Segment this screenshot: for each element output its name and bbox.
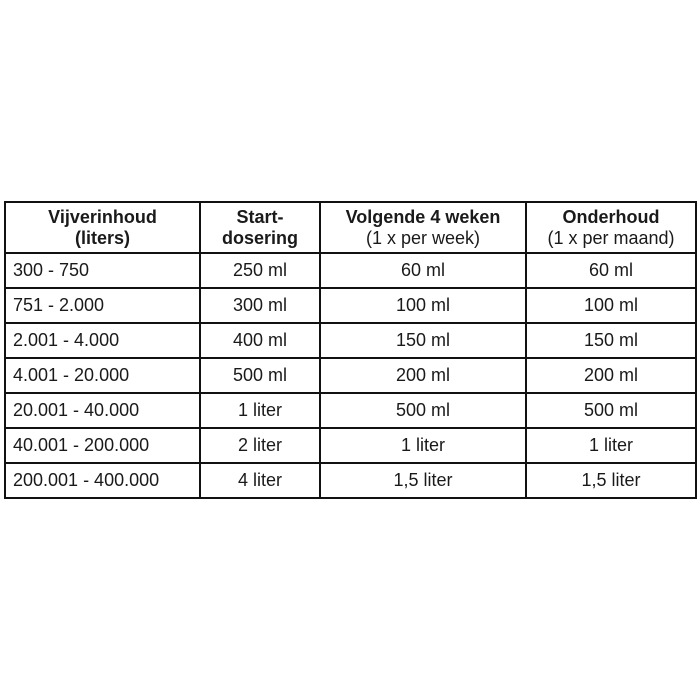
cell-maintenance: 200 ml [526, 358, 696, 393]
header-row [5, 202, 696, 253]
table-row [5, 253, 696, 288]
table-row [5, 428, 696, 463]
cell-next-4-weeks: 1 liter [320, 428, 526, 463]
cell-pond-volume: 751 - 2.000 [5, 288, 200, 323]
cell-pond-volume: 4.001 - 20.000 [5, 358, 200, 393]
cell-maintenance: 60 ml [526, 253, 696, 288]
table-row [5, 393, 696, 428]
header-main-label: Start- [236, 206, 284, 227]
header-sub-label: (1 x per week) [365, 227, 481, 248]
cell-start-dose: 1 liter [200, 393, 320, 428]
cell-maintenance: 1 liter [526, 428, 696, 463]
table-header [5, 202, 696, 253]
cell-start-dose: 300 ml [200, 288, 320, 323]
cell-next-4-weeks: 60 ml [320, 253, 526, 288]
header-main-label: Volgende 4 weken [345, 206, 501, 227]
table-row [5, 358, 696, 393]
cell-pond-volume: 300 - 750 [5, 253, 200, 288]
header-sub-label: (1 x per maand) [547, 227, 675, 248]
header-maintenance [526, 202, 696, 253]
cell-next-4-weeks: 1,5 liter [320, 463, 526, 498]
cell-next-4-weeks: 500 ml [320, 393, 526, 428]
table-row [5, 463, 696, 498]
header-main-label: Vijverinhoud [48, 206, 157, 227]
header-sub-label: (liters) [74, 227, 130, 248]
header-start-dose [200, 202, 320, 253]
cell-next-4-weeks: 100 ml [320, 288, 526, 323]
cell-pond-volume: 20.001 - 40.000 [5, 393, 200, 428]
dosage-table-container [4, 201, 695, 498]
cell-pond-volume: 200.001 - 400.000 [5, 463, 200, 498]
header-next-4-weeks [320, 202, 526, 253]
cell-maintenance: 150 ml [526, 323, 696, 358]
cell-next-4-weeks: 200 ml [320, 358, 526, 393]
cell-next-4-weeks: 150 ml [320, 323, 526, 358]
header-main-label: Onderhoud [562, 206, 660, 227]
table-row [5, 288, 696, 323]
dosage-table [4, 201, 697, 499]
table-body [5, 253, 696, 498]
cell-start-dose: 500 ml [200, 358, 320, 393]
cell-start-dose: 400 ml [200, 323, 320, 358]
cell-start-dose: 250 ml [200, 253, 320, 288]
cell-start-dose: 2 liter [200, 428, 320, 463]
cell-maintenance: 1,5 liter [526, 463, 696, 498]
cell-maintenance: 500 ml [526, 393, 696, 428]
cell-maintenance: 100 ml [526, 288, 696, 323]
table-row [5, 323, 696, 358]
cell-pond-volume: 40.001 - 200.000 [5, 428, 200, 463]
header-sub-label: dosering [221, 227, 298, 248]
cell-pond-volume: 2.001 - 4.000 [5, 323, 200, 358]
cell-start-dose: 4 liter [200, 463, 320, 498]
header-pond-volume [5, 202, 200, 253]
